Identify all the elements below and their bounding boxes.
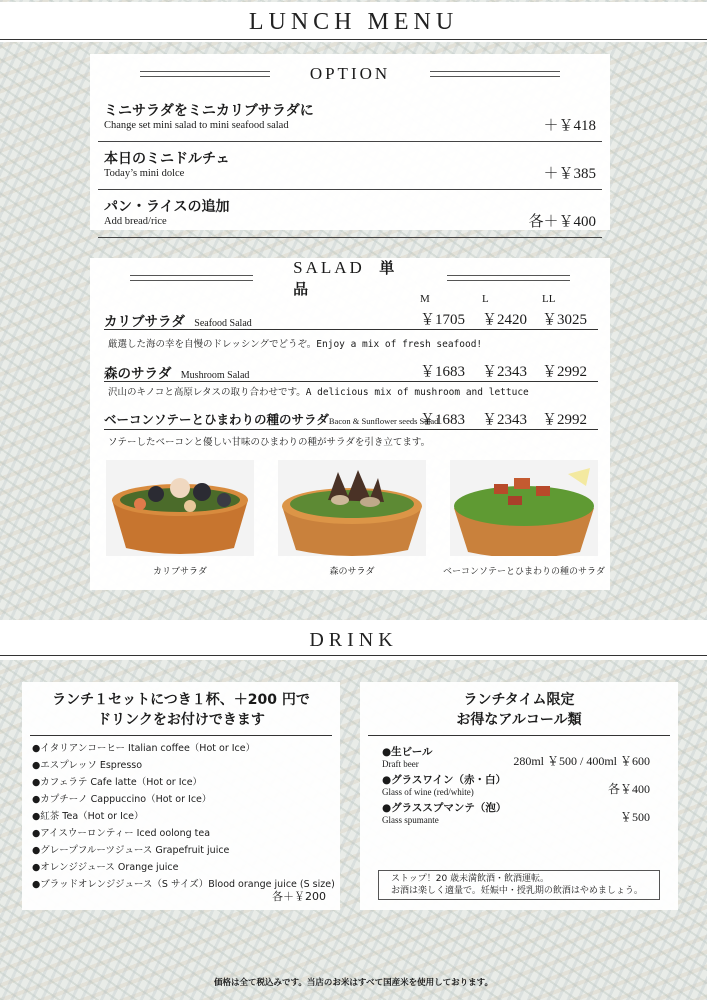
option-item-en: Change set mini salad to mini seafood salad [104, 120, 289, 131]
salad-item [104, 360, 598, 382]
list-item: ●オレンジジュース Orange juice [32, 862, 179, 873]
alcohol-panel [360, 682, 678, 910]
menu-title: LUNCH MENU [248, 8, 459, 35]
alcohol-warning [378, 870, 660, 900]
salad-item-jp: 森のサラダ [104, 366, 172, 382]
list-item: ●イタリアンコーヒー Italian coffee（Hot or Ice） [32, 743, 256, 754]
option-item [98, 190, 602, 238]
alcohol-item-price: 280ml ￥500 / 400ml ￥600 [513, 754, 650, 768]
option-heading: OPTION [309, 64, 391, 83]
mushroom-salad-photo [278, 460, 426, 556]
size-label-ll: LL [542, 293, 556, 305]
list-item: ●エスプレッソ Espresso [32, 760, 143, 771]
footer-note: 価格は全て税込みです。当店のお米はすべて国産米を使用しております。 [214, 978, 493, 988]
size-label-m: M [420, 293, 430, 305]
salad-item-name [104, 410, 438, 428]
salad-item-name [104, 310, 252, 330]
title-rule [0, 39, 707, 40]
heading-rule-right [447, 275, 570, 281]
salad-item-jp: カリブサラダ [104, 314, 185, 330]
title-rule [0, 655, 707, 656]
drink-set-panel [22, 682, 340, 910]
heading-rule-left [140, 71, 270, 77]
salad-price-l: ￥2343 [482, 412, 528, 428]
salad-price-ll: ￥2992 [542, 412, 588, 428]
drink-title: DRINK [309, 628, 398, 651]
option-heading-row [90, 54, 610, 94]
salad-item [104, 408, 598, 430]
drink-set-heading [22, 682, 340, 730]
alcohol-item-price: ￥500 [619, 810, 650, 824]
drink-set-rule [30, 735, 332, 736]
option-item-jp: パン・ライスの追加 [104, 199, 230, 215]
alcohol-line1: ランチタイム限定 [463, 692, 575, 708]
salad-item-en: Seafood Salad [194, 318, 252, 329]
alcohol-item [382, 772, 650, 797]
option-item [98, 94, 602, 142]
list-item: ●グレープフルーツジュース Grapefruit juice [32, 845, 230, 856]
option-item-en: Today’s mini dolce [104, 168, 185, 179]
alcohol-item [382, 744, 650, 769]
salad-heading-jp: 単品 [293, 259, 397, 298]
salad-price-m: ￥1683 [420, 412, 466, 428]
salad-price-l: ￥2420 [482, 312, 528, 328]
drink-list [22, 740, 340, 893]
salad-item-jp: ベーコンソテーとひまわりの種のサラダ [104, 412, 329, 427]
salad-item-desc: ソテーしたベーコンと優しい甘味のひまわりの種がサラダを引き立てます。 [108, 437, 431, 448]
drink-set-line1: ランチ１セットにつき１杯、＋200 円で [52, 692, 310, 708]
salad-item-desc: 沢山のキノコと高原レタスの取り合わせです。A delicious mix of mushroom and lettuce [108, 387, 529, 398]
alcohol-item-jp: ●グラススプマンテ（泡） [382, 802, 507, 814]
salad-heading [293, 257, 407, 299]
option-item-price: ＋￥385 [543, 166, 596, 182]
seafood-salad-photo [106, 460, 254, 556]
heading-rule-right [430, 71, 560, 77]
salad-item-name [104, 362, 249, 382]
photo-caption: ベーコンソテーとひまわりの種のサラダ [443, 567, 605, 577]
salad-item-en: Bacon & Sunflower seeds Salad [328, 416, 439, 426]
salad-heading-en: SALAD [293, 258, 365, 277]
alcohol-item-price: 各￥400 [607, 782, 650, 796]
salad-item [104, 308, 598, 330]
alcohol-rule [368, 735, 670, 736]
bacon-salad-photo [450, 460, 598, 556]
option-item [98, 142, 602, 190]
drink-set-price: 各＋￥200 [272, 890, 326, 903]
list-item: ●ブラッドオレンジジュース（S サイズ）Blood orange juice (S size) [32, 879, 335, 890]
alcohol-item-jp: ●生ビール [382, 746, 433, 758]
title-band [0, 2, 707, 42]
alcohol-heading [360, 682, 678, 730]
warning-line1: ストップ！20 歳未満飲酒・飲酒運転。 [391, 874, 550, 884]
option-panel [90, 54, 610, 230]
salad-price-ll: ￥2992 [542, 364, 588, 380]
alcohol-item-en: Glass of wine (red/white) [382, 787, 474, 797]
option-item-jp: ミニサラダをミニカリブサラダに [104, 103, 314, 119]
alcohol-item-en: Glass spumante [382, 815, 439, 825]
list-item: ●カフェラテ Cafe latte（Hot or Ice） [32, 777, 203, 788]
warning-line2: お酒は楽しく適量で。妊娠中・授乳期の飲酒はやめましょう。 [391, 886, 643, 896]
salad-price-l: ￥2343 [482, 364, 528, 380]
drink-set-line2: ドリンクをお付けできます [97, 712, 265, 728]
salad-price-m: ￥1705 [420, 312, 466, 328]
photo-caption: 森のサラダ [329, 567, 375, 577]
option-item-en: Add bread/rice [104, 216, 167, 227]
alcohol-item [382, 800, 650, 825]
list-item: ●アイスウーロンティー Iced oolong tea [32, 828, 211, 839]
size-label-l: L [482, 293, 489, 305]
salad-price-ll: ￥3025 [542, 312, 588, 328]
heading-rule-left [130, 275, 253, 281]
alcohol-item-en: Draft beer [382, 759, 419, 769]
drink-title-band [0, 620, 707, 660]
photo-caption: カリブサラダ [153, 567, 207, 577]
salad-item-en: Mushroom Salad [180, 370, 250, 381]
list-item: ●紅茶 Tea（Hot or Ice） [32, 811, 144, 822]
option-item-jp: 本日のミニドルチェ [104, 151, 230, 167]
alcohol-line2: お得なアルコール類 [456, 712, 582, 728]
salad-heading-row [90, 258, 610, 298]
salad-price-m: ￥1683 [420, 364, 466, 380]
alcohol-item-jp: ●グラスワイン（赤・白） [382, 774, 507, 786]
option-item-price: ＋￥418 [543, 118, 596, 134]
list-item: ●カプチーノ Cappuccino（Hot or Ice） [32, 794, 212, 805]
option-item-price: 各＋￥400 [528, 214, 596, 230]
salad-item-desc: 厳選した海の幸を自慢のドレッシングでどうぞ。Enjoy a mix of fresh seafood! [108, 339, 483, 350]
